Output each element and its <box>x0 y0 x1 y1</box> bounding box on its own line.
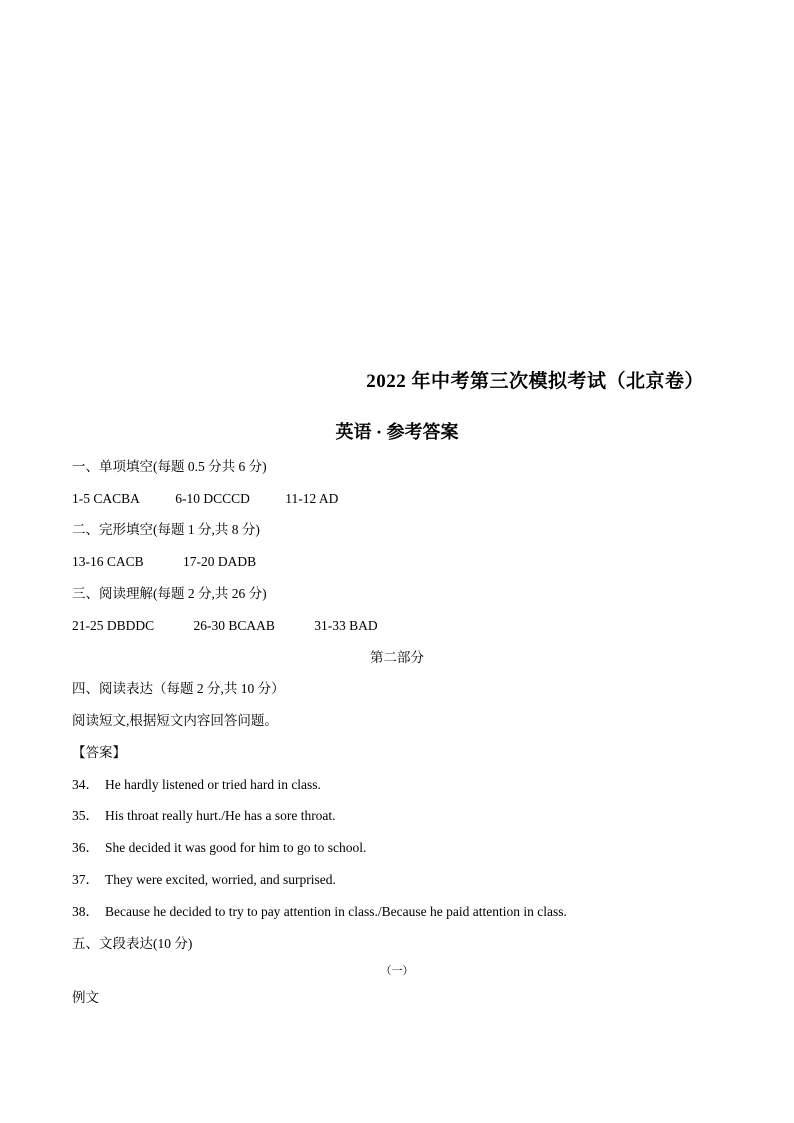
answer-text: He hardly listened or tried hard in class. <box>105 777 321 792</box>
part2-label: 第二部分 <box>370 650 424 665</box>
section4-heading: 四、阅读表达（每题 2 分,共 10 分） <box>72 681 285 696</box>
question-number: 38． <box>72 904 99 919</box>
answer-text: She decided it was good for him to go to school. <box>105 840 367 855</box>
answer-item <box>72 871 336 889</box>
section1-answers <box>72 490 338 508</box>
section3-heading: 三、阅读理解(每题 2 分,共 26 分) <box>72 586 267 601</box>
answer-group: 26-30 BCAAB <box>193 618 275 633</box>
section2-heading: 二、完形填空(每题 1 分,共 8 分) <box>72 522 260 537</box>
answer-group: 6-10 DCCCD <box>175 491 250 506</box>
document-title: 2022 年中考第三次模拟考试（北京卷） <box>366 371 704 392</box>
section4-instruction: 阅读短文,根据短文内容回答问题。 <box>72 713 278 728</box>
answer-item <box>72 776 321 794</box>
question-number: 35． <box>72 808 99 823</box>
answer-text: His throat really hurt./He has a sore throat. <box>105 808 336 823</box>
example-label: 例文 <box>72 990 99 1005</box>
answer-group: 11-12 AD <box>285 491 339 506</box>
answer-group: 17-20 DADB <box>183 554 257 569</box>
section3-answers <box>72 617 378 635</box>
question-number: 34． <box>72 777 99 792</box>
question-number: 36． <box>72 840 99 855</box>
answer-item <box>72 839 366 857</box>
section5-heading: 五、文段表达(10 分) <box>72 936 193 951</box>
answer-group: 13-16 CACB <box>72 554 144 569</box>
answer-text: Because he decided to try to pay attention in class./Because he paid attention in class. <box>105 904 567 919</box>
answer-label: 【答案】 <box>72 745 126 760</box>
section1-heading: 一、单项填空(每题 0.5 分共 6 分) <box>72 459 267 474</box>
section2-answers <box>72 553 256 571</box>
section5-sub: （一） <box>380 965 414 977</box>
answer-item <box>72 807 336 825</box>
question-number: 37． <box>72 872 99 887</box>
answer-group: 1-5 CACBA <box>72 491 140 506</box>
answer-group: 21-25 DBDDC <box>72 618 155 633</box>
answer-group: 31-33 BAD <box>314 618 378 633</box>
answer-item <box>72 903 567 921</box>
document-subtitle: 英语 · 参考答案 <box>335 422 459 442</box>
answer-text: They were excited, worried, and surprised. <box>105 872 336 887</box>
